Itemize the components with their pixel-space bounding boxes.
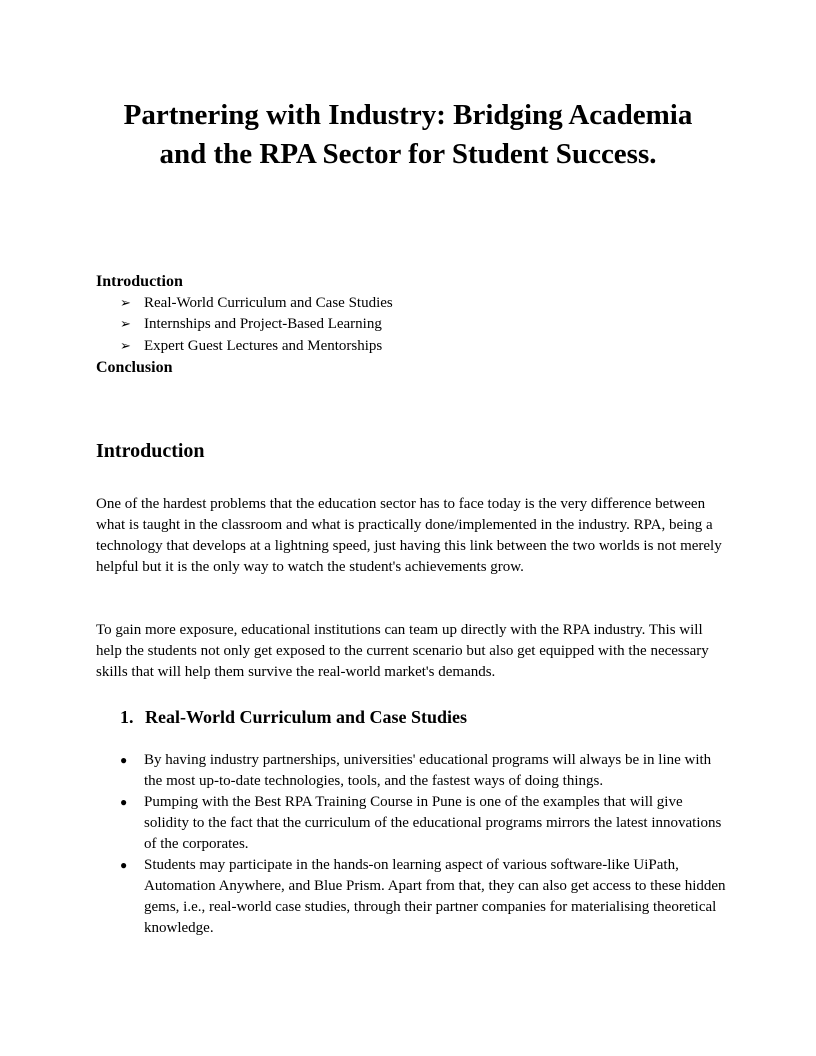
toc-item[interactable] <box>96 314 393 336</box>
arrow-bullet-icon: ➢ <box>120 295 131 311</box>
title-line-1: Partnering with Industry: Bridging Academia <box>123 99 693 131</box>
bullet-icon: ● <box>120 858 128 872</box>
introduction-paragraph-2: To gain more exposure, educational institutions can team up directly with the RPA industry. This will help the students not only get exposed to the current scenario but also get equipped with the necessary skills that will help them survive the real-world market's demands. <box>96 622 709 680</box>
title-line-2: and the RPA Sector for Student Success. <box>159 138 657 170</box>
introduction-heading: Introduction <box>96 440 205 462</box>
bullet-icon: ● <box>120 795 128 809</box>
arrow-bullet-icon: ➢ <box>120 317 131 332</box>
document-title <box>96 96 720 174</box>
toc-item-label: Real-World Curriculum and Case Studies <box>144 294 393 311</box>
list-item-text: By having industry partnerships, universities' educational programs will always be in line with the most up-to-date technologies, tools, and the fastest ways of doing things. <box>144 752 712 789</box>
introduction-paragraph-1: One of the hardest problems that the education sector has to face today is the very difference between what is taught in the classroom and what is practically done/implemented in the industry. RPA, being a technology that develops at a lightning speed, just having this link between the two worlds is not merely helpful but it is the only way to watch the student's achievements grow. <box>96 496 722 575</box>
list-item <box>120 792 726 855</box>
toc-heading-conclusion[interactable]: Conclusion <box>96 359 173 376</box>
list-item <box>120 855 726 939</box>
toc-item[interactable] <box>96 293 393 315</box>
bullet-icon: ● <box>120 753 128 767</box>
section-1-bullet-list <box>120 750 726 939</box>
toc-item-label: Expert Guest Lectures and Mentorships <box>144 337 383 354</box>
list-item-text: Students may participate in the hands-on learning aspect of various software-like UiPath, Automation Anywhere, and Blue Prism. Apart from that, they can also get access to these hidden gems, i.e., real-world case studies, through their partner companies for materialising theoretical knowledge. <box>144 857 726 936</box>
arrow-bullet-icon: ➢ <box>120 338 131 354</box>
section-title: Real-World Curriculum and Case Studies <box>145 707 468 727</box>
table-of-contents <box>96 271 393 379</box>
toc-heading-introduction[interactable]: Introduction <box>96 273 183 290</box>
section-1-heading <box>120 705 467 729</box>
toc-item[interactable] <box>96 336 393 358</box>
section-number: 1. <box>120 707 134 727</box>
toc-item-label: Internships and Project-Based Learning <box>144 316 382 332</box>
list-item-text: Pumping with the Best RPA Training Course in Pune is one of the examples that will give solidity to the fact that the curriculum of the educational programs mirrors the latest innovations of the corporates. <box>144 794 722 852</box>
list-item <box>120 750 726 792</box>
